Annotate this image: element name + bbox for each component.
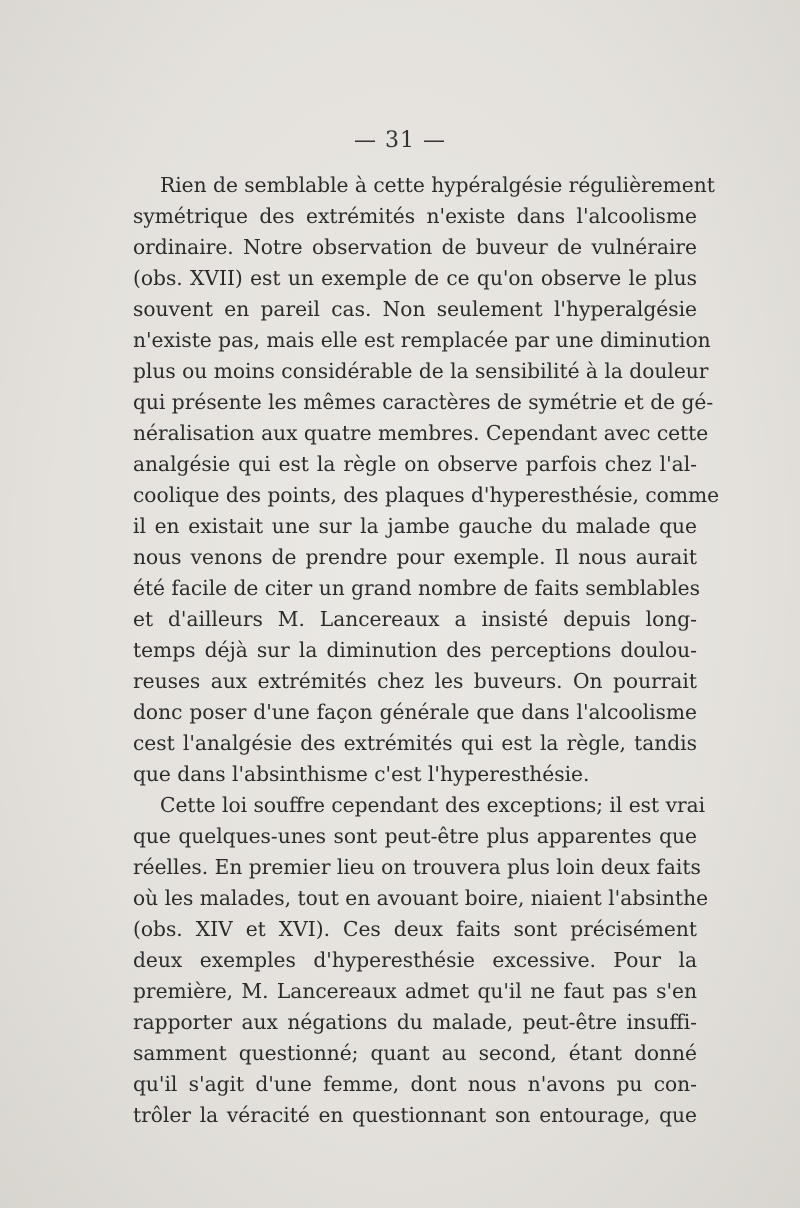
text-line: n'existe pas, mais elle est remplacée par une diminution xyxy=(133,328,711,352)
text-line: cest l'analgésie des extrémités qui est la règle, tandis xyxy=(133,731,697,755)
text-line: Rien de semblable à cette hypéralgésie régulièrement xyxy=(160,173,715,197)
body-text xyxy=(133,170,720,1131)
text-line: été facile de citer un grand nombre de faits semblables xyxy=(133,576,700,600)
text-line: (obs. XIV et XVI). Ces deux faits sont précisément xyxy=(133,917,697,941)
text-line: coolique des points, des plaques d'hyperesthésie, comme xyxy=(133,483,720,507)
text-line: (obs. XVII) est un exemple de ce qu'on observe le plus xyxy=(133,266,697,290)
text-line: première, M. Lancereaux admet qu'il ne faut pas s'en xyxy=(133,979,697,1003)
text-line: réelles. En premier lieu on trouvera plus loin deux faits xyxy=(133,855,701,879)
text-line: nous venons de prendre pour exemple. Il nous aurait xyxy=(133,545,697,569)
text-line: samment questionné; quant au second, étant donné xyxy=(133,1041,697,1065)
page-number: — 31 — xyxy=(354,128,446,153)
text-line: et d'ailleurs M. Lancereaux a insisté depuis long- xyxy=(133,607,697,631)
text-line: que quelques-unes sont peut-être plus apparentes que xyxy=(133,824,697,848)
text-line: deux exemples d'hyperesthésie excessive. Pour la xyxy=(133,948,697,972)
text-line: donc poser d'une façon générale que dans l'alcoolisme xyxy=(133,700,697,724)
text-line: symétrique des extrémités n'existe dans l'alcoolisme xyxy=(133,204,697,228)
text-line: reuses aux extrémités chez les buveurs. On pourrait xyxy=(133,669,697,693)
text-line: il en existait une sur la jambe gauche du malade que xyxy=(133,514,697,538)
text-line: trôler la véracité en questionnant son entourage, que xyxy=(133,1103,697,1127)
text-line: qu'il s'agit d'une femme, dont nous n'avons pu con- xyxy=(133,1072,697,1096)
text-line: temps déjà sur la diminution des perceptions doulou- xyxy=(133,638,697,662)
text-line: que dans l'absinthisme c'est l'hyperesthésie. xyxy=(133,762,590,786)
text-line: souvent en pareil cas. Non seulement l'hyperalgésie xyxy=(133,297,697,321)
text-line: analgésie qui est la règle on observe parfois chez l'al- xyxy=(133,452,697,476)
text-line: où les malades, tout en avouant boire, niaient l'absinthe xyxy=(133,886,709,910)
text-line: qui présente les mêmes caractères de symétrie et de gé- xyxy=(133,390,714,414)
paragraph-1 xyxy=(133,170,720,790)
text-line: Cette loi souffre cependant des exceptions; il est vrai xyxy=(160,793,706,817)
paragraph-2 xyxy=(133,790,709,1131)
text-line: rapporter aux négations du malade, peut-être insuffi- xyxy=(133,1010,697,1034)
text-line: plus ou moins considérable de la sensibilité à la douleur xyxy=(133,359,709,383)
text-line: ordinaire. Notre observation de buveur de vulnéraire xyxy=(133,235,697,259)
text-line: néralisation aux quatre membres. Cependant avec cette xyxy=(133,421,709,445)
